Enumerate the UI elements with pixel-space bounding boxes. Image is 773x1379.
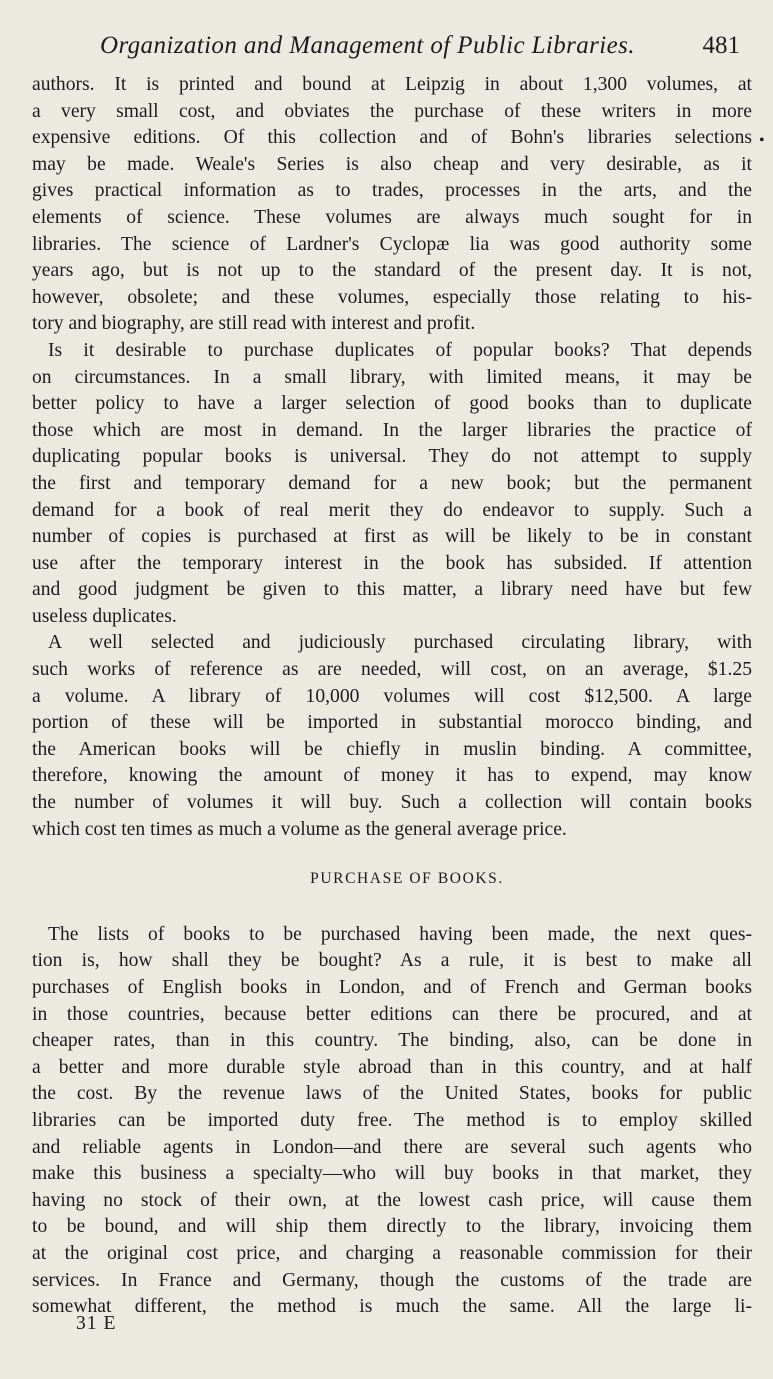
text-line: use after the temporary interest in the book has subsided. If attention [32,552,752,574]
text-line: the cost. By the revenue laws of the United States, books for public [32,1083,752,1105]
text-line: on circumstances. In a small library, with limited means, it may be [32,366,752,388]
text-line: demand for a book of real merit they do endeavor to supply. Such a [32,499,752,521]
paragraph-3 [32,630,752,843]
text-line: having no stock of their own, at the lowest cash price, will cause them [32,1189,752,1211]
text-line: purchases of English books in London, and of French and German books [32,977,752,998]
text-line: and good judgment be given to this matter, a library need have but few [32,579,752,601]
text-line: cheaper rates, than in this country. The binding, also, can be done in [32,1030,752,1052]
text-line: at the original cost price, and charging a reasonable commission for their [32,1242,752,1264]
text-line: tion is, how shall they be bought? As a rule, it is best to make all [32,950,752,972]
text-line: somewhat different, the method is much the same. All the large li- [32,1296,752,1318]
margin-mark: • [759,132,765,149]
body-text [32,72,752,1321]
running-title: Organization and Management of Public Libraries. [100,32,635,59]
text-line: the American books will be chiefly in muslin binding. A committee, [32,738,752,760]
text-line: libraries. The science of Lardner's Cyclopæ lia was good authority some [32,233,752,255]
text-line: A well selected and judiciously purchased circulating library, with [48,632,752,654]
text-line: number of copies is purchased at first as will be likely to be in constant [32,526,752,548]
text-line: however, obsolete; and these volumes, especially those relating to his- [32,286,752,308]
text-line: The lists of books to be purchased having been made, the next ques- [48,923,752,945]
text-line: to be bound, and will ship them directly to the library, invoicing them [32,1216,752,1238]
text-line: authors. It is printed and bound at Leipzig in about 1,300 volumes, at [32,74,752,95]
text-line: the first and temporary demand for a new book; but the permanent [32,472,752,494]
running-head [90,28,740,68]
text-line: libraries can be imported duty free. The method is to employ skilled [32,1109,752,1131]
text-line: duplicating popular books is universal. They do not attempt to supply [32,446,752,468]
text-line: and reliable agents in London—and there are several such agents who [32,1136,752,1158]
text-line: in those countries, because better editions can there be procured, and at [32,1003,752,1025]
text-line: the number of volumes it will buy. Such a collection will contain books [32,792,752,814]
text-line: a very small cost, and obviates the purchase of these writers in more [32,100,752,122]
text-line: gives practical information as to trades, processes in the arts, and the [32,180,752,202]
text-line: useless duplicates. [32,605,177,627]
signature-mark: 31 E [76,1313,117,1334]
text-line: such works of reference as are needed, will cost, on an average, $1.25 [32,659,752,681]
text-line: portion of these will be imported in substantial morocco binding, and [32,712,752,734]
text-line: Is it desirable to purchase duplicates of popular books? That depends [48,339,752,361]
text-line: years ago, but is not up to the standard of the present day. It is not, [32,260,752,282]
text-line: may be made. Weale's Series is also cheap and very desirable, as it [32,153,752,175]
paragraph-2 [32,338,752,631]
text-line: those which are most in demand. In the larger libraries the practice of [32,419,752,441]
text-line: a better and more durable style abroad than in this country, and at half [32,1056,752,1078]
text-line: tory and biography, are still read with interest and profit. [32,313,476,335]
text-line: expensive editions. Of this collection and of Bohn's libraries selections [32,127,752,149]
text-line: better policy to have a larger selection of good books than to duplicate [32,393,752,415]
text-line: make this business a specialty—who will buy books in that market, they [32,1163,752,1185]
paragraph-1 [32,72,752,338]
text-line: services. In France and Germany, though the customs of the trade are [32,1269,752,1291]
text-line: a volume. A library of 10,000 volumes will cost $12,500. A large [32,685,752,707]
paragraph-4 [32,922,752,1321]
text-line: therefore, knowing the amount of money it has to expend, may know [32,765,752,787]
section-heading: PURCHASE OF BOOKS. [310,870,504,888]
page-number: 481 [702,32,740,59]
text-line: elements of science. These volumes are always much sought for in [32,206,752,228]
text-line: which cost ten times as much a volume as the general average price. [32,818,567,840]
